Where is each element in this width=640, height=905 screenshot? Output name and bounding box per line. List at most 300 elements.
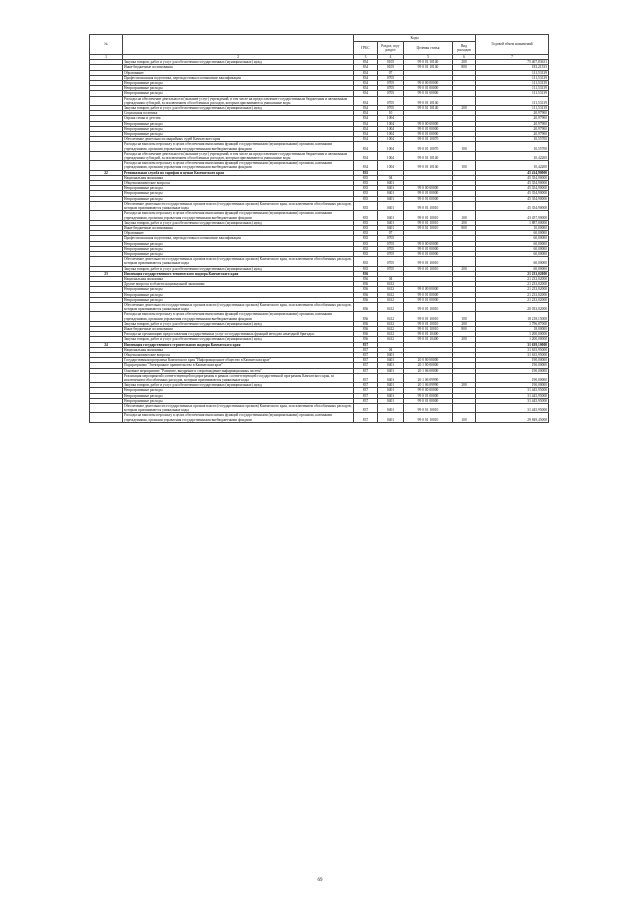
cell-amount: 31 445,95000	[476, 398, 549, 403]
cell-target-article: 20 1 06 09990	[404, 383, 453, 388]
header-number: №	[90, 35, 123, 55]
cell-amount: 31 635,95000	[476, 347, 549, 352]
cell-expense-type: 100	[453, 161, 476, 170]
cell-grbs: 837	[354, 347, 378, 352]
cell-name: Основное мероприятие "Развитие, внедрение и сопровождение информационных систем"	[123, 368, 354, 373]
cell-razdel: 0412	[378, 287, 404, 292]
cell-grbs: 834	[354, 91, 378, 96]
header-amount: Годовой объем назначений	[476, 35, 549, 55]
cell-target-article: 99 0 01 00000	[404, 196, 453, 201]
cell-target-article: 99 0 01 10070	[404, 137, 453, 142]
cell-grbs: 836	[354, 271, 378, 276]
cell-amount: 1 796,87000	[476, 321, 549, 326]
cell-grbs: 835	[354, 186, 378, 191]
cell-expense-type	[453, 404, 476, 413]
cell-target-article: 99 0 01 10140	[404, 106, 453, 111]
cell-razdel: 0401	[378, 196, 404, 201]
cell-target-article: 99 0 01 10010	[404, 211, 453, 220]
cell-name: Реализация мероприятий соответствующей подпрограммы в рамках соответствующей государственной программы Камчатского края, за исключением обособленных расходов, которым присваиваются уникальные коды	[123, 373, 354, 382]
cell-amount: 21 233,02000	[476, 297, 549, 302]
cell-name: Закупка товаров, работ и услуг для обеспечения государственных (муниципальных) нужд	[123, 60, 354, 65]
cell-amount: 45 354,90000	[476, 191, 549, 196]
cell-target-article: 99 0 00 00000	[404, 287, 453, 292]
cell-amount: 45 354,90000	[476, 196, 549, 201]
cell-expense-type	[453, 373, 476, 382]
cell-grbs: 835	[354, 211, 378, 220]
cell-number	[90, 161, 123, 170]
cell-expense-type: 100	[453, 413, 476, 422]
cell-razdel: 0412	[378, 337, 404, 342]
cell-name: Охрана семьи и детства	[123, 116, 354, 121]
cell-razdel: 0401	[378, 220, 404, 225]
cell-grbs: 836	[354, 282, 378, 287]
cell-grbs: 837	[354, 358, 378, 363]
page-number: 69	[317, 878, 323, 883]
cell-expense-type: 100	[453, 312, 476, 321]
table-header	[90, 35, 549, 60]
cell-grbs: 834	[354, 126, 378, 131]
table-row	[90, 201, 549, 210]
table-row	[90, 151, 549, 160]
cell-number	[90, 404, 123, 413]
cell-name: Непрограммные расходы	[123, 132, 354, 137]
cell-target-article: 99 0 01 10010	[404, 413, 453, 422]
cell-number	[90, 257, 123, 266]
cell-amount: 111,53139	[476, 86, 549, 91]
cell-name: Региональная служба по тарифам и ценам Камчатского края	[123, 170, 354, 175]
cell-name: Расходы на выплаты персоналу в целях обеспечения выполнения функций государственными (муниципальными) органами, казенными учреждениями, органами управления государственными внебюджетными фондами	[123, 413, 354, 422]
cell-name: Иные бюджетные ассигнования	[123, 65, 354, 70]
cell-target-article: 99 0 01 10070	[404, 142, 453, 151]
cell-amount: 60,00000	[476, 266, 549, 271]
cell-target-article: 99 0 01 10010	[404, 404, 453, 413]
cell-grbs: 837	[354, 388, 378, 393]
table-row	[90, 312, 549, 321]
cell-target-article: 99 0 01 10010	[404, 266, 453, 271]
cell-name: Непрограммные расходы	[123, 287, 354, 292]
cell-name: Непрограммные расходы	[123, 241, 354, 246]
cell-name: Расходы на выплаты персоналу в целях обеспечения выполнения функций государственными (муниципальными) органами, казенными учреждениями, органами управления государственными внебюджетными фондами	[123, 142, 354, 151]
cell-name: Обеспечение деятельности аварийных судей Камчатского края	[123, 137, 354, 142]
cell-name: Расходы на выплаты персоналу в целях обеспечения выполнения функций государственными (муниципальными) органами, казенными учреждениями, органами управления государственными внебюджетными фондами	[123, 211, 354, 220]
cell-amount: 10,42200	[476, 151, 549, 160]
cell-target-article: 99 0 01 10010	[404, 257, 453, 266]
cell-target-article: 99 0 01 10140	[404, 161, 453, 170]
cell-name: Государственная программа Камчатского края "Информационное общество в Камчатском крае"	[123, 358, 354, 363]
cell-target-article: 99 0 00 00000	[404, 241, 453, 246]
cell-expense-type	[453, 257, 476, 266]
cell-target-article: 20 1 00 00000	[404, 363, 453, 368]
cell-grbs: 835	[354, 181, 378, 186]
header-index: 7	[476, 55, 549, 60]
table-row	[90, 142, 549, 151]
cell-target-article: 99 0 01 00000	[404, 297, 453, 302]
cell-amount: 60,00000	[476, 236, 549, 241]
cell-amount: 43 457,90000	[476, 211, 549, 220]
cell-name: Непрограммные расходы	[123, 191, 354, 196]
cell-amount: 111,53139	[476, 81, 549, 86]
cell-grbs: 834	[354, 116, 378, 121]
cell-grbs: 834	[354, 106, 378, 111]
cell-amount: 190,00000	[476, 368, 549, 373]
cell-target-article: 99 0 01 10010	[404, 321, 453, 326]
cell-grbs: 835	[354, 201, 378, 210]
header-index: 3	[354, 55, 378, 60]
cell-expense-type	[453, 201, 476, 210]
cell-razdel: 0401	[378, 363, 404, 368]
cell-name: Образование	[123, 70, 354, 75]
cell-grbs: 834	[354, 132, 378, 137]
cell-grbs: 836	[354, 321, 378, 326]
cell-amount: 21 233,02000	[476, 271, 549, 276]
cell-amount: 20,97900	[476, 121, 549, 126]
cell-expense-type: 200	[453, 383, 476, 388]
table-row	[90, 413, 549, 422]
cell-name: Закупка товаров, работ и услуг для обеспечения государственных (муниципальных) нужд	[123, 337, 354, 342]
cell-amount: 31 639,10000	[476, 342, 549, 347]
cell-name: Непрограммные расходы	[123, 292, 354, 297]
cell-name: Инспекция государственного строительного надзора Камчатского края	[123, 342, 354, 347]
cell-amount: 29 849,45000	[476, 413, 549, 422]
cell-razdel: 0412	[378, 326, 404, 331]
cell-grbs: 836	[354, 287, 378, 292]
cell-name: Образование	[123, 231, 354, 236]
cell-amount: 111,53139	[476, 70, 549, 75]
cell-name: Расходы на выплаты персоналу в целях обеспечения выполнения функций государственными (муниципальными) органами, казенными учреждениями, органами управления государственными внебюджетными фондами	[123, 312, 354, 321]
cell-target-article: 99 0 01 10010	[404, 326, 453, 331]
cell-amount: 111,53139	[476, 106, 549, 111]
cell-grbs: 834	[354, 65, 378, 70]
cell-razdel: 04	[378, 175, 404, 180]
cell-name: Общеэкономические вопросы	[123, 352, 354, 357]
cell-amount: 31 635,95000	[476, 352, 549, 357]
cell-name: Непрограммные расходы	[123, 86, 354, 91]
cell-razdel: 04	[378, 347, 404, 352]
cell-razdel: 0705	[378, 246, 404, 251]
cell-razdel: 0412	[378, 292, 404, 297]
cell-name: Инспекция государственного технического надзора Камчатского края	[123, 271, 354, 276]
cell-name: Обеспечение деятельности государственных органов власти (государственных органов) Камчатского края, за исключением обособленных расходов, которым присваиваются уникальные коды	[123, 201, 354, 210]
cell-name: Непрограммные расходы	[123, 126, 354, 131]
cell-grbs: 836	[354, 337, 378, 342]
header-razdel: Раздел, под-раздел	[378, 42, 404, 55]
cell-name: Непрограммные расходы	[123, 388, 354, 393]
cell-amount: 1 200,00000	[476, 337, 549, 342]
cell-grbs: 834	[354, 161, 378, 170]
cell-target-article: 99 0 01 10010	[404, 312, 453, 321]
cell-expense-type: 200	[453, 321, 476, 326]
cell-grbs: 835	[354, 257, 378, 266]
cell-amount: 20,97900	[476, 132, 549, 137]
cell-name: Закупка товаров, работ и услуг для обеспечения государственных (муниципальных) нужд	[123, 321, 354, 326]
cell-grbs: 836	[354, 332, 378, 337]
cell-razdel: 0412	[378, 282, 404, 287]
cell-expense-type: 100	[453, 211, 476, 220]
cell-amount: 190,00000	[476, 373, 549, 382]
table-row	[90, 257, 549, 266]
cell-grbs: 836	[354, 276, 378, 281]
cell-amount: 10,00000	[476, 225, 549, 230]
cell-grbs: 835	[354, 241, 378, 246]
cell-name: Непрограммные расходы	[123, 186, 354, 191]
cell-razdel: 0705	[378, 96, 404, 105]
cell-grbs: 837	[354, 398, 378, 403]
cell-name: Социальная политика	[123, 111, 354, 116]
cell-expense-type: 100	[453, 142, 476, 151]
cell-grbs: 836	[354, 297, 378, 302]
cell-name: Профессиональная подготовка, переподготовка и повышение квалификации	[123, 236, 354, 241]
cell-amount: 31 445,95000	[476, 388, 549, 393]
cell-name: Обеспечение деятельности государственных органов власти (государственных органов) Камчатского края, за исключением обособленных расходов, которым присваиваются уникальные коды	[123, 257, 354, 266]
cell-amount: 1 200,00000	[476, 332, 549, 337]
cell-amount: 18,00000	[476, 326, 549, 331]
cell-name: Обеспечение деятельности государственных органов власти (государственных органов) Камчатского края, за исключением обособленных расходов, которым присваиваются уникальные коды	[123, 404, 354, 413]
cell-amount: 190,00000	[476, 383, 549, 388]
cell-expense-type	[453, 302, 476, 311]
cell-razdel: 1004	[378, 151, 404, 160]
cell-razdel: 0705	[378, 266, 404, 271]
cell-grbs: 835	[354, 236, 378, 241]
cell-amount: 60,00000	[476, 257, 549, 266]
cell-grbs: 835	[354, 231, 378, 236]
cell-razdel: 0705	[378, 106, 404, 111]
cell-number	[90, 312, 123, 321]
cell-grbs: 837	[354, 352, 378, 357]
cell-amount: 45 354,90000	[476, 201, 549, 210]
cell-target-article: 99 0 01 10010	[404, 220, 453, 225]
cell-razdel: 0401	[378, 373, 404, 382]
cell-razdel: 0401	[378, 398, 404, 403]
cell-razdel: 0705	[378, 251, 404, 256]
cell-name: Расходы на выплаты персоналу в целях обеспечения выполнения функций государственными (муниципальными) органами, казенными учреждениями, органами управления государственными внебюджетными фондами	[123, 161, 354, 170]
cell-grbs: 834	[354, 111, 378, 116]
cell-grbs: 837	[354, 393, 378, 398]
cell-number	[90, 151, 123, 160]
cell-amount: 18 218,15000	[476, 312, 549, 321]
cell-amount: 60,00000	[476, 231, 549, 236]
cell-name: Непрограммные расходы	[123, 81, 354, 86]
cell-expense-type	[453, 96, 476, 105]
cell-razdel: 0401	[378, 225, 404, 230]
header-expense-type: Вид расходов	[453, 42, 476, 55]
budget-table-sheet	[89, 34, 548, 423]
cell-target-article: 99 0 01 00000	[404, 126, 453, 131]
cell-razdel: 0705	[378, 81, 404, 86]
cell-name: Национальная экономика	[123, 347, 354, 352]
cell-name: Закупка товаров, работ и услуг для обеспечения государственных (муниципальных) нужд	[123, 106, 354, 111]
cell-name: Иные бюджетные ассигнования	[123, 225, 354, 230]
cell-amount: 60,00000	[476, 251, 549, 256]
cell-amount: 60,00000	[476, 246, 549, 251]
cell-name: Иные бюджетные ассигнования	[123, 326, 354, 331]
cell-razdel: 0401	[378, 191, 404, 196]
cell-target-article: 99 0 00 00000	[404, 388, 453, 393]
table-row	[90, 211, 549, 220]
cell-expense-type: 800	[453, 225, 476, 230]
cell-number: 24	[90, 342, 123, 347]
cell-razdel: 0705	[378, 91, 404, 96]
cell-grbs: 835	[354, 220, 378, 225]
cell-name: Расходы на организацию предоставления государственных услуг и государственных функций методом «выездной бригады»	[123, 332, 354, 337]
cell-amount: 31 445,95000	[476, 393, 549, 398]
cell-razdel: 0412	[378, 297, 404, 302]
cell-razdel: 0105	[378, 65, 404, 70]
cell-name: Другие вопросы в области национальной экономики	[123, 282, 354, 287]
header-index: 5	[404, 55, 453, 60]
cell-razdel: 0401	[378, 352, 404, 357]
budget-table	[89, 34, 549, 423]
cell-name: Непрограммные расходы	[123, 297, 354, 302]
cell-razdel: 0705	[378, 86, 404, 91]
cell-target-article: 99 0 01 00000	[404, 393, 453, 398]
cell-amount: 45 354,90000	[476, 186, 549, 191]
cell-grbs: 835	[354, 191, 378, 196]
cell-name: Подпрограмма "Электронное правительство в Камчатском крае"	[123, 363, 354, 368]
cell-amount: 20,97900	[476, 126, 549, 131]
cell-target-article: 99 0 01 00000	[404, 246, 453, 251]
header-index: 4	[378, 55, 404, 60]
cell-razdel: 0412	[378, 321, 404, 326]
cell-amount: 20,97900	[476, 116, 549, 121]
cell-grbs: 837	[354, 368, 378, 373]
table-row	[90, 404, 549, 413]
cell-target-article: 99 0 01 10010	[404, 302, 453, 311]
cell-grbs: 837	[354, 413, 378, 422]
cell-name: Непрограммные расходы	[123, 196, 354, 201]
header-index: 1	[90, 55, 123, 60]
cell-target-article: 99 0 01 10140	[404, 151, 453, 160]
cell-target-article: 20 1 06 09990	[404, 373, 453, 382]
cell-razdel: 0401	[378, 358, 404, 363]
cell-razdel: 0401	[378, 181, 404, 186]
table-row	[90, 373, 549, 382]
cell-number	[90, 96, 123, 105]
cell-grbs: 837	[354, 373, 378, 382]
cell-razdel: 1004	[378, 126, 404, 131]
cell-razdel: 1004	[378, 121, 404, 126]
cell-grbs: 835	[354, 175, 378, 180]
cell-number	[90, 201, 123, 210]
cell-grbs: 834	[354, 60, 378, 65]
cell-expense-type: 200	[453, 337, 476, 342]
cell-grbs: 836	[354, 312, 378, 321]
cell-razdel: 04	[378, 276, 404, 281]
cell-name: Закупка товаров, работ и услуг для обеспечения государственных (муниципальных) нужд	[123, 266, 354, 271]
cell-razdel: 0412	[378, 332, 404, 337]
cell-target-article: 99 0 01 10400	[404, 337, 453, 342]
cell-amount: 20 033,02000	[476, 302, 549, 311]
cell-razdel: 0401	[378, 211, 404, 220]
cell-target-article: 99 0 01 00000	[404, 251, 453, 256]
cell-name: Непрограммные расходы	[123, 91, 354, 96]
cell-grbs: 834	[354, 142, 378, 151]
cell-razdel: 0401	[378, 201, 404, 210]
cell-grbs: 835	[354, 251, 378, 256]
cell-razdel: 07	[378, 231, 404, 236]
cell-razdel: 0105	[378, 60, 404, 65]
cell-target-article: 99 0 00 00000	[404, 81, 453, 86]
cell-number	[90, 211, 123, 220]
cell-name: Национальная экономика	[123, 276, 354, 281]
cell-grbs: 836	[354, 292, 378, 297]
cell-amount: 1 887,00000	[476, 220, 549, 225]
cell-name: Общеэкономические вопросы	[123, 181, 354, 186]
cell-grbs: 834	[354, 70, 378, 75]
cell-name: Закупка товаров, работ и услуг для обеспечения государственных (муниципальных) нужд	[123, 383, 354, 388]
cell-amount: 21 233,02000	[476, 287, 549, 292]
cell-name: Непрограммные расходы	[123, 251, 354, 256]
cell-number	[90, 413, 123, 422]
cell-amount: 190,00000	[476, 358, 549, 363]
cell-grbs: 835	[354, 246, 378, 251]
cell-amount: 60,00000	[476, 241, 549, 246]
cell-number: 22	[90, 170, 123, 175]
cell-target-article: 99 0 01 00000	[404, 86, 453, 91]
cell-amount: 45 354,90000	[476, 175, 549, 180]
cell-amount: 10,55700	[476, 142, 549, 151]
cell-razdel: 1004	[378, 137, 404, 142]
cell-razdel: 0401	[378, 186, 404, 191]
cell-target-article: 20 0 00 00000	[404, 358, 453, 363]
cell-razdel: 0412	[378, 312, 404, 321]
cell-amount: 111,53139	[476, 91, 549, 96]
cell-target-article: 99 0 01 10010	[404, 225, 453, 230]
cell-target-article: 99 0 01 00000	[404, 398, 453, 403]
cell-razdel: 10	[378, 111, 404, 116]
table-row	[90, 302, 549, 311]
table-body	[90, 60, 549, 423]
cell-target-article: 99 0 01 10140	[404, 65, 453, 70]
cell-grbs: 835	[354, 170, 378, 175]
cell-amount: 21 233,02000	[476, 292, 549, 297]
cell-grbs: 837	[354, 363, 378, 368]
cell-amount: 21 233,02000	[476, 276, 549, 281]
cell-target-article: 99 0 01 00000	[404, 292, 453, 297]
cell-name: Профессиональная подготовка, переподготовка и повышение квалификации	[123, 75, 354, 80]
cell-grbs: 837	[354, 404, 378, 413]
cell-razdel: 0401	[378, 413, 404, 422]
cell-razdel: 0401	[378, 388, 404, 393]
cell-razdel: 0705	[378, 236, 404, 241]
cell-amount: 111,53139	[476, 96, 549, 105]
cell-grbs: 834	[354, 121, 378, 126]
cell-number	[90, 302, 123, 311]
cell-grbs: 834	[354, 75, 378, 80]
cell-razdel: 0401	[378, 383, 404, 388]
cell-grbs: 834	[354, 81, 378, 86]
cell-razdel: 1004	[378, 142, 404, 151]
cell-target-article: 99 0 00 00000	[404, 186, 453, 191]
cell-target-article: 99 0 01 10140	[404, 60, 453, 65]
cell-grbs: 835	[354, 196, 378, 201]
cell-target-article: 99 0 01 10140	[404, 96, 453, 105]
cell-amount: 20,97900	[476, 111, 549, 116]
cell-amount: 111,53139	[476, 75, 549, 80]
table-row	[90, 96, 549, 105]
cell-target-article: 99 0 01 00000	[404, 132, 453, 137]
header-index: 6	[453, 55, 476, 60]
cell-amount: 10,55700	[476, 137, 549, 142]
cell-amount: 45 354,90000	[476, 181, 549, 186]
cell-amount: 75 407,83631	[476, 60, 549, 65]
cell-amount: 45 414,90000	[476, 170, 549, 175]
cell-razdel: 1004	[378, 116, 404, 121]
cell-expense-type: 200	[453, 266, 476, 271]
cell-amount: 183,21533	[476, 65, 549, 70]
cell-expense-type: 800	[453, 65, 476, 70]
cell-grbs: 834	[354, 137, 378, 142]
cell-number	[90, 142, 123, 151]
